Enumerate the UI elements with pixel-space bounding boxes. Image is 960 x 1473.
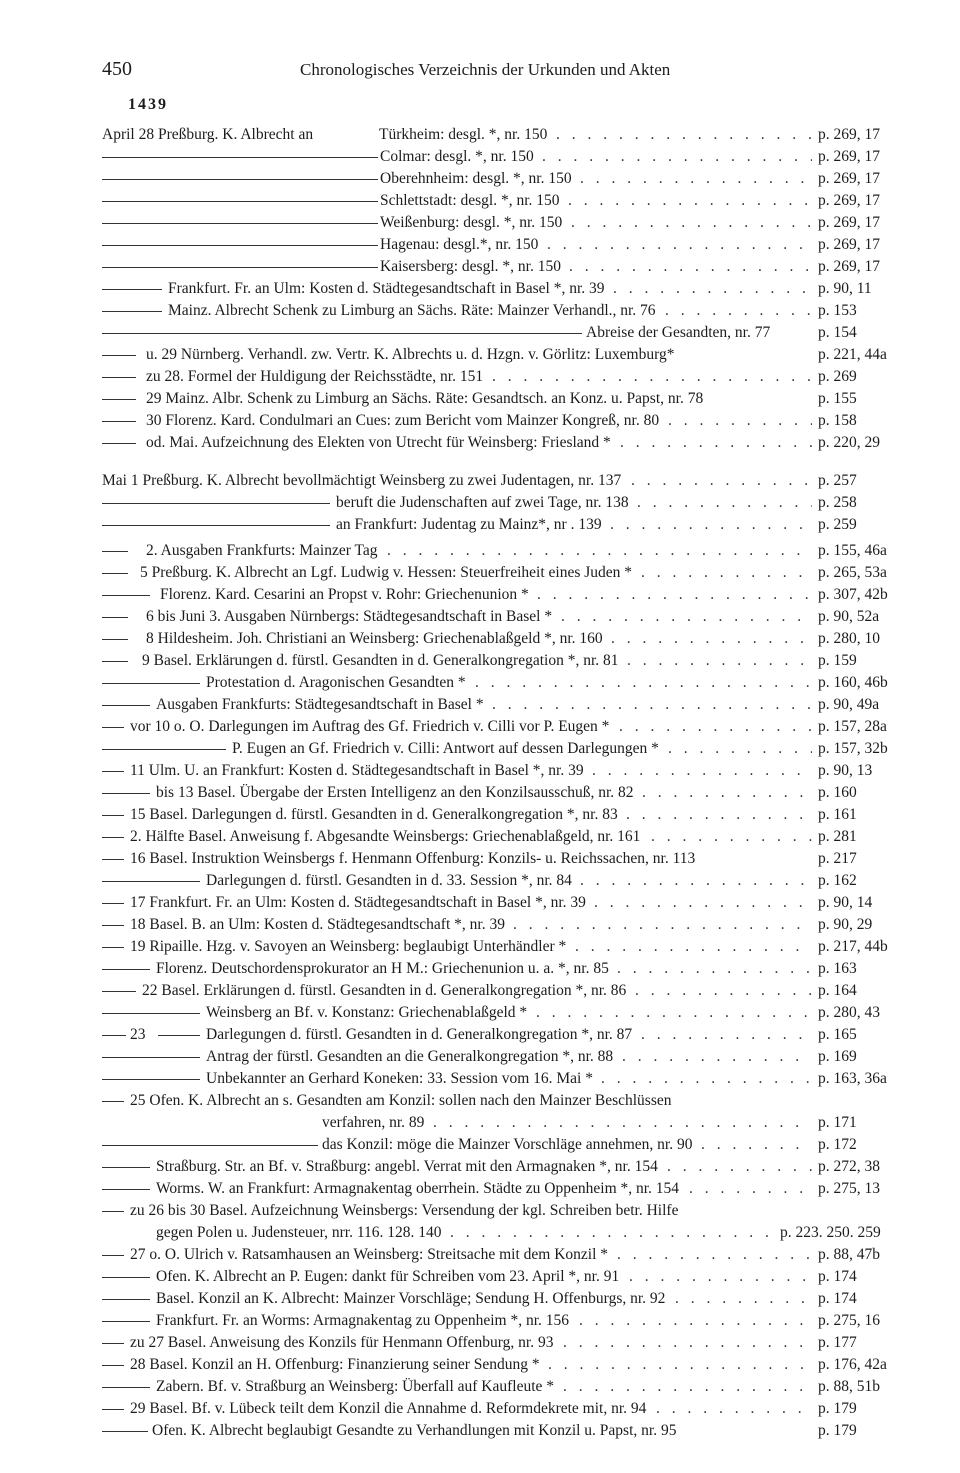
ditto-rule	[102, 991, 136, 992]
ditto-rule	[102, 443, 136, 444]
dot-leader	[513, 914, 812, 936]
entry-line	[102, 914, 908, 936]
dot-leader	[575, 936, 812, 958]
ditto-rule	[102, 1321, 150, 1322]
entry-text: 11 Ulm. U. an Frankfurt: Kosten d. Städtegesandtschaft in Basel *, nr. 39	[130, 762, 584, 779]
dot-leader	[642, 782, 812, 804]
page-reference: p. 258	[818, 494, 857, 511]
entry-line	[102, 782, 908, 804]
page-reference: p. 269	[818, 368, 857, 385]
entry-line	[102, 562, 908, 584]
page-reference: p. 90, 52a	[818, 608, 880, 625]
entry-line	[102, 540, 908, 562]
entry-line	[102, 470, 908, 492]
entry-text: Colmar: desgl. *, nr. 150	[380, 148, 534, 165]
entry-text: 22 Basel. Erklärungen d. fürstl. Gesandten in d. Generalkongregation *, nr. 86	[142, 982, 627, 999]
ditto-rule	[102, 859, 124, 860]
page-reference: p. 280, 10	[818, 630, 880, 647]
entry-line	[102, 628, 908, 650]
dot-leader	[571, 212, 812, 234]
entry-text: Ausgaben Frankfurts: Städtegesandtschaft in Basel *	[156, 696, 484, 713]
entry-line	[102, 804, 908, 826]
dot-leader	[613, 278, 812, 300]
page-reference: p. 163	[818, 960, 857, 977]
entry-line	[102, 1156, 908, 1178]
dot-leader	[668, 738, 812, 760]
page-reference: p. 265, 53a	[818, 564, 887, 581]
ditto-rule	[102, 1145, 318, 1146]
ditto-rule	[102, 1101, 124, 1102]
entry-line	[102, 1222, 908, 1244]
dot-leader	[433, 1112, 812, 1134]
ditto-rule	[102, 1387, 150, 1388]
page-reference: p. 164	[818, 982, 857, 999]
entry-text: 16 Basel. Instruktion Weinsbergs f. Henmann Offenburg: Konzils- u. Reichssachen, nr. 113	[130, 850, 696, 867]
page-reference: p. 153	[818, 302, 857, 319]
ditto-rule	[102, 333, 582, 334]
dot-leader	[592, 760, 812, 782]
dot-leader	[492, 694, 812, 716]
entry-text: Frankfurt. Fr. an Ulm: Kosten d. Städtegesandtschaft in Basel *, nr. 39	[168, 280, 605, 297]
ditto-rule	[102, 1013, 200, 1014]
dot-leader	[492, 366, 812, 388]
page-reference: p. 90, 49a	[818, 696, 880, 713]
entry-line	[102, 1200, 908, 1222]
page-reference: p. 269, 17	[818, 148, 880, 165]
page-reference: p. 269, 17	[818, 192, 880, 209]
entry-text: 28 Basel. Konzil an H. Offenburg: Finanzierung seiner Sendung *	[130, 1356, 540, 1373]
entry-text: u. 29 Nürnberg. Verhandl. zw. Vertr. K. Albrechts u. d. Hzgn. v. Görlitz: Luxemburg*	[146, 346, 675, 363]
entry-text: Zabern. Bf. v. Straßburg an Weinsberg: Überfall auf Kaufleute *	[156, 1378, 555, 1395]
ditto-rule	[102, 223, 378, 224]
entry-text: Kaisersberg: desgl. *, nr. 150	[380, 258, 561, 275]
entry-line	[102, 256, 908, 278]
ditto-rule	[102, 289, 162, 290]
page-reference: p. 172	[818, 1136, 857, 1153]
page-reference: p. 165	[818, 1026, 857, 1043]
ditto-rule	[102, 639, 128, 640]
ditto-rule	[102, 925, 124, 926]
page-reference: p. 259	[818, 516, 857, 533]
entry-text: zu 26 bis 30 Basel. Aufzeichnung Weinsbergs: Versendung der kgl. Schreiben betr. Hilfe	[130, 1202, 679, 1219]
dot-leader	[631, 470, 812, 492]
page-reference: p. 281	[818, 828, 857, 845]
ditto-rule	[102, 1079, 200, 1080]
entry-text: Protestation d. Aragonischen Gesandten *	[206, 674, 466, 691]
entry-line	[102, 1310, 908, 1332]
page-reference: p. 179	[818, 1400, 857, 1417]
page-reference: p. 162	[818, 872, 857, 889]
entry-text: April 28 Preßburg. K. Albrecht an	[102, 126, 314, 143]
entry-text: od. Mai. Aufzeichnung des Elekten von Utrecht für Weinsberg: Friesland *	[146, 434, 611, 451]
entry-line	[102, 1178, 908, 1200]
entry-text: Oberehnheim: desgl. *, nr. 150	[380, 170, 572, 187]
ditto-rule	[102, 399, 136, 400]
ditto-rule	[102, 903, 124, 904]
entry-text: 23	[130, 1026, 146, 1043]
dot-leader	[387, 540, 812, 562]
entry-line	[102, 1354, 908, 1376]
entry-text: 8 Hildesheim. Joh. Christiani an Weinsberg: Griechenablaßgeld *, nr. 160	[146, 630, 603, 647]
page-reference: p. 280, 43	[818, 1004, 880, 1021]
ditto-rule	[102, 881, 200, 882]
dot-leader	[629, 1266, 812, 1288]
entry-text: 30 Florenz. Kard. Condulmari an Cues: zum Bericht vom Mainzer Kongreß, nr. 80	[146, 412, 660, 429]
dot-leader	[569, 256, 812, 278]
entry-line	[102, 1266, 908, 1288]
ditto-rule	[102, 311, 162, 312]
dot-leader	[668, 410, 812, 432]
page-reference: p. 90, 14	[818, 894, 873, 911]
year-heading: 1439	[128, 96, 168, 113]
entry-text: 15 Basel. Darlegungen d. fürstl. Gesandten in d. Generalkongregation *, nr. 83	[130, 806, 618, 823]
ditto-rule	[102, 683, 200, 684]
entry-line	[102, 936, 908, 958]
ditto-rule	[102, 705, 150, 706]
page-reference: p. 161	[818, 806, 857, 823]
entry-text-continued: Türkheim: desgl. *, nr. 150	[379, 126, 548, 143]
dot-leader	[626, 804, 812, 826]
entry-line	[102, 1090, 908, 1112]
ditto-rule	[102, 771, 124, 772]
page-reference: p. 169	[818, 1048, 857, 1065]
page-reference: p. 163, 36a	[818, 1070, 887, 1087]
dot-leader	[579, 1310, 812, 1332]
dot-leader	[561, 606, 812, 628]
dot-leader	[450, 1222, 774, 1244]
entry-text: zu 28. Formel der Huldigung der Reichsstädte, nr. 151	[146, 368, 484, 385]
ditto-rule	[102, 525, 330, 526]
entry-text: 5 Preßburg. K. Albrecht an Lgf. Ludwig v. Hessen: Steuerfreiheit eines Juden *	[140, 564, 633, 581]
entry-text: das Konzil: möge die Mainzer Vorschläge annehmen, nr. 90	[322, 1136, 693, 1153]
entry-line	[102, 366, 908, 388]
page-reference: p. 90, 29	[818, 916, 873, 933]
entry-line	[102, 870, 908, 892]
page-reference: p. 154	[818, 324, 857, 341]
ditto-rule	[102, 1167, 150, 1168]
entry-text: Schlettstadt: desgl. *, nr. 150	[380, 192, 560, 209]
entry-line	[102, 234, 908, 256]
page-reference: p. 275, 13	[818, 1180, 880, 1197]
page-reference: p. 88, 51b	[818, 1378, 880, 1395]
ditto-rule	[102, 1255, 124, 1256]
entry-text: an Frankfurt: Judentag zu Mainz*, nr . 139	[336, 516, 602, 533]
page-number: 450	[102, 58, 132, 80]
page-reference: p. 307, 42b	[818, 586, 888, 603]
ditto-rule	[102, 573, 128, 574]
entry-text: Ofen. K. Albrecht beglaubigt Gesandte zu Verhandlungen mit Konzil u. Papst, nr. 95	[152, 1422, 677, 1439]
page-reference: p. 157, 32b	[818, 740, 888, 757]
entry-text: beruft die Judenschaften auf zwei Tage, nr. 138	[336, 494, 629, 511]
page-reference: p. 272, 38	[818, 1158, 880, 1175]
entry-text: 6 bis Juni 3. Ausgaben Nürnbergs: Städtegesandtschaft in Basel *	[146, 608, 553, 625]
ditto-rule	[102, 267, 378, 268]
dot-leader	[641, 562, 812, 584]
dot-leader	[548, 1354, 812, 1376]
dot-leader	[611, 628, 812, 650]
entry-text: 27 o. O. Ulrich v. Ratsamhausen an Weinsberg: Streitsache mit dem Konzil *	[130, 1246, 609, 1263]
entry-line	[102, 1112, 908, 1134]
entry-line	[102, 1244, 908, 1266]
entry-text: Weißenburg: desgl. *, nr. 150	[380, 214, 563, 231]
dot-leader	[635, 980, 812, 1002]
entry-line	[102, 606, 908, 628]
entry-text: P. Eugen an Gf. Friedrich v. Cilli: Antwort auf dessen Darlegungen *	[232, 740, 659, 757]
entry-line	[102, 1288, 908, 1310]
page-reference: p. 269, 17	[818, 126, 880, 143]
page-reference: p. 90, 13	[818, 762, 873, 779]
ditto-rule	[102, 969, 150, 970]
entry-line	[102, 650, 908, 672]
entry-line	[102, 432, 908, 454]
entry-line	[102, 694, 908, 716]
page-reference: p. 179	[818, 1422, 857, 1439]
page-reference: p. 221, 44a	[818, 346, 887, 363]
dot-leader	[475, 672, 812, 694]
entry-line	[102, 492, 908, 514]
page-reference: p. 269, 17	[818, 236, 880, 253]
running-title: Chronologisches Verzeichnis der Urkunden und Akten	[300, 60, 671, 79]
page-reference: p. 220, 29	[818, 434, 880, 451]
ditto-rule	[102, 1409, 124, 1410]
page-reference: p. 88, 47b	[818, 1246, 880, 1263]
entry-line	[102, 1420, 908, 1442]
entry-line	[102, 322, 908, 344]
entry-text: Weinsberg an Bf. v. Konstanz: Griechenablaßgeld *	[206, 1004, 528, 1021]
dot-leader	[556, 124, 812, 146]
page-reference: p. 176, 42a	[818, 1356, 887, 1373]
entry-text: Darlegungen d. fürstl. Gesandten in d. 33. Session *, nr. 84	[206, 872, 572, 889]
ditto-rule	[158, 1035, 200, 1036]
entry-text: Florenz. Deutschordensprokurator an H M.: Griechenunion u. a. *, nr. 85	[156, 960, 609, 977]
page-reference: p. 174	[818, 1290, 857, 1307]
entry-text: 2. Hälfte Basel. Anweisung f. Abgesandte Weinsbergs: Griechenablaßgeld, nr. 161	[130, 828, 641, 845]
entry-line	[102, 514, 908, 536]
dot-leader	[601, 1068, 812, 1090]
dot-leader	[689, 1178, 812, 1200]
dot-leader	[701, 1134, 812, 1156]
ditto-rule	[102, 947, 124, 948]
entry-text: Worms. W. an Frankfurt: Armagnakentag oberrhein. Städte zu Oppenheim *, nr. 154	[156, 1180, 680, 1197]
dot-leader	[637, 492, 812, 514]
entry-line	[102, 848, 908, 870]
page-reference: p. 177	[818, 1334, 857, 1351]
entry-line	[102, 168, 908, 190]
dot-leader	[675, 1288, 812, 1310]
ditto-rule	[102, 377, 136, 378]
dot-leader	[542, 146, 812, 168]
dot-leader	[622, 1046, 812, 1068]
entry-text: 9 Basel. Erklärungen d. fürstl. Gesandten in d. Generalkongregation *, nr. 81	[142, 652, 619, 669]
entry-text: Hagenau: desgl.*, nr. 150	[380, 236, 539, 253]
dot-leader	[641, 1024, 812, 1046]
ditto-rule	[102, 815, 124, 816]
dot-leader	[665, 300, 812, 322]
dot-leader	[620, 432, 812, 454]
entry-text: 29 Basel. Bf. v. Lübeck teilt dem Konzil die Annahme d. Reformdekrete mit, nr. 94	[130, 1400, 647, 1417]
ditto-rule	[102, 1365, 124, 1366]
entry-text: Basel. Konzil an K. Albrecht: Mainzer Vorschläge; Sendung H. Offenburgs, nr. 92	[156, 1290, 666, 1307]
entry-line	[102, 760, 908, 782]
page-reference: p. 269, 17	[818, 214, 880, 231]
entry-line	[102, 1024, 908, 1046]
entry-text: Antrag der fürstl. Gesandten an die Generalkongregation *, nr. 88	[206, 1048, 614, 1065]
ditto-rule	[102, 503, 330, 504]
page-reference: p. 269, 17	[818, 170, 880, 187]
entry-text: Florenz. Kard. Cesarini an Propst v. Rohr: Griechenunion *	[160, 586, 529, 603]
dot-leader	[617, 958, 812, 980]
dot-leader	[580, 168, 812, 190]
page-reference: p. 171	[818, 1114, 857, 1131]
entry-line	[102, 738, 908, 760]
ditto-rule	[102, 1343, 124, 1344]
page-reference: p. 160	[818, 784, 857, 801]
page-reference: p. 223. 250. 259	[780, 1224, 881, 1241]
entry-text: Frankfurt. Fr. an Worms: Armagnakentag zu Oppenheim *, nr. 156	[156, 1312, 570, 1329]
page-reference: p. 158	[818, 412, 857, 429]
entry-text: gegen Polen u. Judensteuer, nrr. 116. 128. 140	[156, 1224, 442, 1241]
entry-line	[102, 1376, 908, 1398]
entry-line	[102, 826, 908, 848]
entry-text: 19 Ripaille. Hzg. v. Savoyen an Weinsberg: beglaubigt Unterhändler *	[130, 938, 567, 955]
page-reference: p. 269, 17	[818, 258, 880, 275]
ditto-rule	[102, 617, 128, 618]
entry-text: vor 10 o. O. Darlegungen im Auftrag des Gf. Friedrich v. Cilli vor P. Eugen *	[130, 718, 610, 735]
entry-text: zu 27 Basel. Anweisung des Konzils für Henmann Offenburg, nr. 93	[130, 1334, 554, 1351]
entry-line	[102, 300, 908, 322]
entry-line	[102, 1398, 908, 1420]
entry-line	[102, 212, 908, 234]
ditto-rule	[102, 245, 378, 246]
entry-text: Mainz. Albrecht Schenk zu Limburg an Sächs. Räte: Mainzer Verhandl., nr. 76	[168, 302, 656, 319]
entry-line	[102, 892, 908, 914]
entry-line	[102, 1332, 908, 1354]
entry-line	[102, 1134, 908, 1156]
entry-line	[102, 344, 908, 366]
page-reference: p. 174	[818, 1268, 857, 1285]
entry-line	[102, 410, 908, 432]
ditto-rule	[102, 1277, 150, 1278]
entry-text: Abreise der Gesandten, nr. 77	[586, 324, 771, 341]
entry-text: Ofen. K. Albrecht an P. Eugen: dankt für Schreiben vom 23. April *, nr. 91	[156, 1268, 620, 1285]
ditto-rule	[102, 201, 378, 202]
entry-text: 18 Basel. B. an Ulm: Kosten d. Städtegesandtschaft *, nr. 39	[130, 916, 505, 933]
dot-leader	[547, 234, 812, 256]
dot-leader	[563, 1376, 812, 1398]
ditto-rule	[102, 661, 128, 662]
dot-leader	[594, 892, 812, 914]
page-reference: p. 217, 44b	[818, 938, 888, 955]
dot-leader	[619, 716, 812, 738]
entry-text: Mai 1 Preßburg. K. Albrecht bevollmächtigt Weinsberg zu zwei Judentagen, nr. 137	[102, 472, 622, 489]
entry-line	[102, 1046, 908, 1068]
dot-leader	[627, 650, 812, 672]
entry-line	[102, 716, 908, 738]
ditto-rule	[102, 157, 378, 158]
dot-leader	[536, 1002, 812, 1024]
ditto-rule	[102, 749, 226, 750]
entry-text: verfahren, nr. 89	[322, 1114, 425, 1131]
dot-leader	[563, 1332, 812, 1354]
dot-leader	[667, 1156, 812, 1178]
entry-line	[102, 190, 908, 212]
entry-line	[102, 1068, 908, 1090]
ditto-rule	[102, 355, 136, 356]
entry-text: bis 13 Basel. Übergabe der Ersten Intelligenz an den Konzilsausschuß, nr. 82	[156, 784, 634, 801]
page-reference: p. 155, 46a	[818, 542, 887, 559]
ditto-rule	[102, 1189, 150, 1190]
ditto-rule	[102, 179, 378, 180]
entry-line	[102, 1002, 908, 1024]
entry-line	[102, 980, 908, 1002]
page-reference: p. 275, 16	[818, 1312, 880, 1329]
entry-line	[102, 146, 908, 168]
entry-line	[102, 124, 908, 146]
dot-leader	[656, 1398, 812, 1420]
ditto-rule	[102, 1035, 126, 1036]
entry-line	[102, 278, 908, 300]
entry-line	[102, 672, 908, 694]
entry-text: 2. Ausgaben Frankfurts: Mainzer Tag	[146, 542, 378, 559]
ditto-rule	[102, 837, 124, 838]
entry-text: 25 Ofen. K. Albrecht an s. Gesandten am Konzil: sollen nach den Mainzer Beschlüssen	[130, 1092, 672, 1109]
dot-leader	[651, 826, 812, 848]
dot-leader	[610, 514, 812, 536]
entry-line	[102, 388, 908, 410]
page-reference: p. 217	[818, 850, 857, 867]
dot-leader	[580, 870, 812, 892]
entry-line	[102, 958, 908, 980]
page-reference: p. 157, 28a	[818, 718, 887, 735]
entry-text: 29 Mainz. Albr. Schenk zu Limburg an Sächs. Räte: Gesandtsch. an Konz. u. Papst, nr. 78	[146, 390, 704, 407]
ditto-rule	[102, 727, 124, 728]
entry-line	[102, 584, 908, 606]
page-reference: p. 159	[818, 652, 857, 669]
ditto-rule	[102, 1211, 124, 1212]
page-reference: p. 160, 46b	[818, 674, 888, 691]
page-reference: p. 155	[818, 390, 857, 407]
page-reference: p. 257	[818, 472, 857, 489]
dot-leader	[568, 190, 812, 212]
ditto-rule	[102, 1299, 150, 1300]
entry-text: Straßburg. Str. an Bf. v. Straßburg: angebl. Verrat mit den Armagnaken *, nr. 154	[156, 1158, 658, 1175]
page-reference: p. 90, 11	[818, 280, 872, 297]
entry-text: Unbekannter an Gerhard Koneken: 33. Session vom 16. Mai *	[206, 1070, 593, 1087]
dot-leader	[537, 584, 812, 606]
ditto-rule	[102, 551, 128, 552]
dot-leader	[617, 1244, 812, 1266]
ditto-rule	[102, 1057, 200, 1058]
entry-text: 17 Frankfurt. Fr. an Ulm: Kosten d. Städtegesandtschaft in Basel *, nr. 39	[130, 894, 586, 911]
ditto-rule	[102, 793, 150, 794]
ditto-rule	[102, 595, 150, 596]
ditto-rule	[102, 421, 136, 422]
entry-text-continued: Darlegungen d. fürstl. Gesandten in d. Generalkongregation *, nr. 87	[206, 1026, 633, 1043]
ditto-rule	[102, 1431, 148, 1432]
